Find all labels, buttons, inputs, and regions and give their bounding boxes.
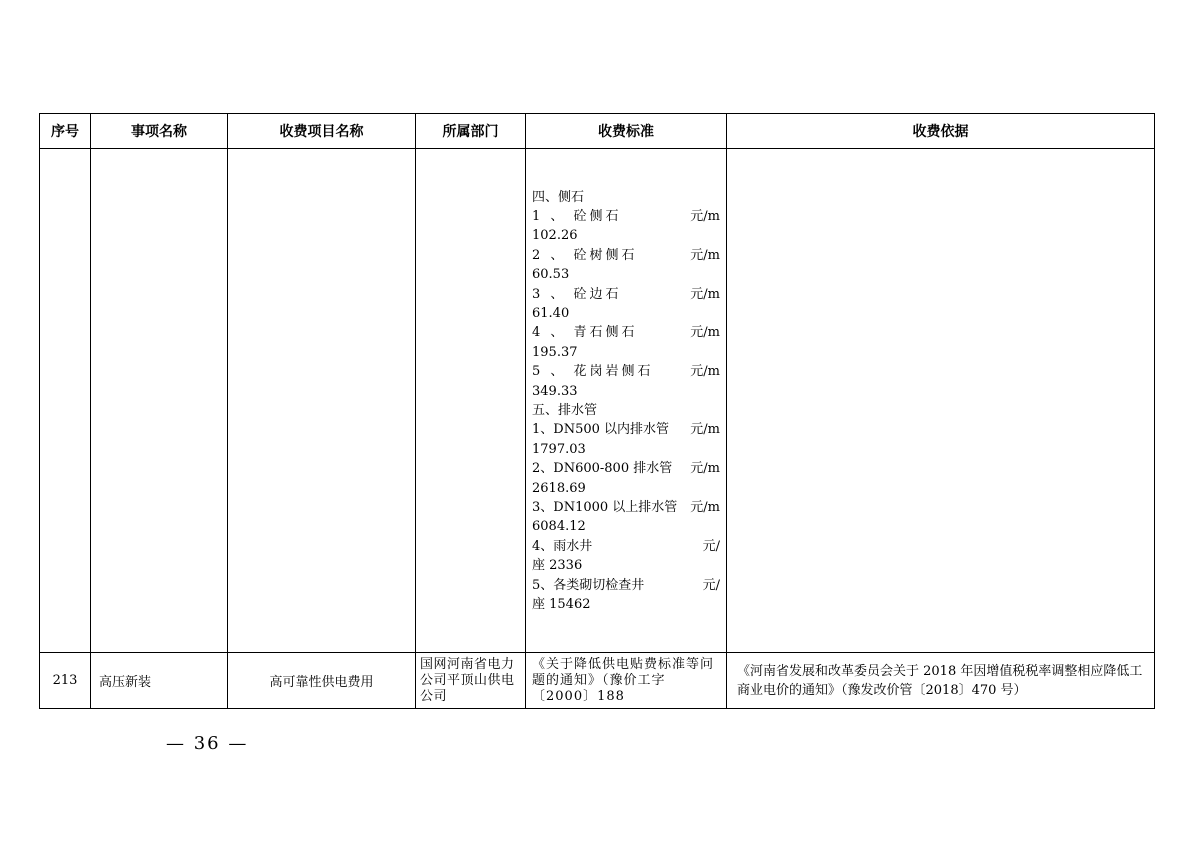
standard-line: 2618.69 xyxy=(532,480,586,496)
standard-line: 195.37 xyxy=(532,344,578,360)
standard-line: 349.33 xyxy=(532,383,578,399)
standard-item-name: 1、DN500 以内排水管 xyxy=(532,422,670,438)
standard-line xyxy=(532,362,720,381)
standard-line: 四、侧石 xyxy=(532,189,585,205)
standard-line xyxy=(532,285,720,304)
standard-unit: 元/m xyxy=(690,247,720,263)
standard-line: 五、排水管 xyxy=(532,403,598,418)
standard-line: 座 2336 xyxy=(532,558,583,574)
standard-line: 102.26 xyxy=(532,228,578,244)
standard-item-name: 5 、 花岗岩侧石 xyxy=(532,364,654,380)
cell-seq: 213 xyxy=(40,653,91,709)
header-standard: 收费标准 xyxy=(526,114,727,149)
cell-standard-list xyxy=(526,149,727,653)
cell-item-name-empty xyxy=(91,149,228,653)
header-seq: 序号 xyxy=(40,114,91,149)
standard-line xyxy=(532,459,720,478)
fee-table xyxy=(39,113,1155,709)
standard-line xyxy=(532,246,720,265)
standard-unit: 元/m xyxy=(690,364,720,380)
table-row xyxy=(40,653,1155,709)
standard-item-name: 5、各类砌切检查井 xyxy=(532,577,645,593)
standard-unit: 元/m xyxy=(690,422,720,438)
standard-line: 60.53 xyxy=(532,267,570,283)
header-item-name: 事项名称 xyxy=(91,114,228,149)
standard-unit: 元/m xyxy=(690,286,720,302)
header-department: 所属部门 xyxy=(416,114,526,149)
standard-line: 61.40 xyxy=(532,305,570,321)
cell-fee-item: 高可靠性供电费用 xyxy=(228,653,416,709)
cell-basis: 《河南省发展和改革委员会关于 2018 年因增值税税率调整相应降低工商业电价的通知》（豫发改价管〔2018〕470 号） xyxy=(727,653,1155,709)
table-header-row xyxy=(40,114,1155,149)
header-basis: 收费依据 xyxy=(727,114,1155,149)
standard-line: 1797.03 xyxy=(532,441,586,457)
standard-line xyxy=(532,537,720,556)
standard-item-name: 3、DN1000 以上排水管 xyxy=(532,500,678,516)
cell-seq-empty xyxy=(40,149,91,653)
standard-line xyxy=(532,498,720,517)
standard-unit: 元/m xyxy=(690,208,720,224)
standard-price-list xyxy=(526,187,726,615)
header-fee-item: 收费项目名称 xyxy=(228,114,416,149)
standard-item-name: 4、雨水井 xyxy=(532,538,593,554)
page-number: — 36 — xyxy=(166,733,249,754)
standard-line xyxy=(532,420,720,439)
standard-item-name: 1 、 砼侧石 xyxy=(532,208,622,224)
standard-line xyxy=(532,576,720,595)
standard-line xyxy=(532,207,720,226)
cell-department-empty xyxy=(416,149,526,653)
cell-item-name: 高压新装 xyxy=(91,653,228,709)
cell-basis-empty xyxy=(727,149,1155,653)
standard-item-name: 2、DN600-800 排水管 xyxy=(532,461,673,477)
standard-line: 座 15462 xyxy=(532,597,591,613)
standard-unit: 元/ xyxy=(702,538,720,554)
table-row-continuation xyxy=(40,149,1155,653)
cell-fee-item-empty xyxy=(228,149,416,653)
standard-line xyxy=(532,323,720,342)
standard-unit: 元/ xyxy=(702,577,720,593)
cell-department: 国网河南省电力公司平顶山供电公司 xyxy=(416,653,526,709)
standard-unit: 元/m xyxy=(690,500,720,516)
standard-unit: 元/m xyxy=(690,461,720,477)
standard-item-name: 2 、 砼树侧石 xyxy=(532,247,638,263)
standard-item-name: 3 、 砼边石 xyxy=(532,286,622,302)
standard-line: 6084.12 xyxy=(532,519,586,535)
standard-item-name: 4 、 青石侧石 xyxy=(532,325,638,341)
standard-unit: 元/m xyxy=(690,325,720,341)
cell-standard: 《关于降低供电贴费标准等问题的通知》（豫价工字〔2000〕188 xyxy=(526,653,727,709)
